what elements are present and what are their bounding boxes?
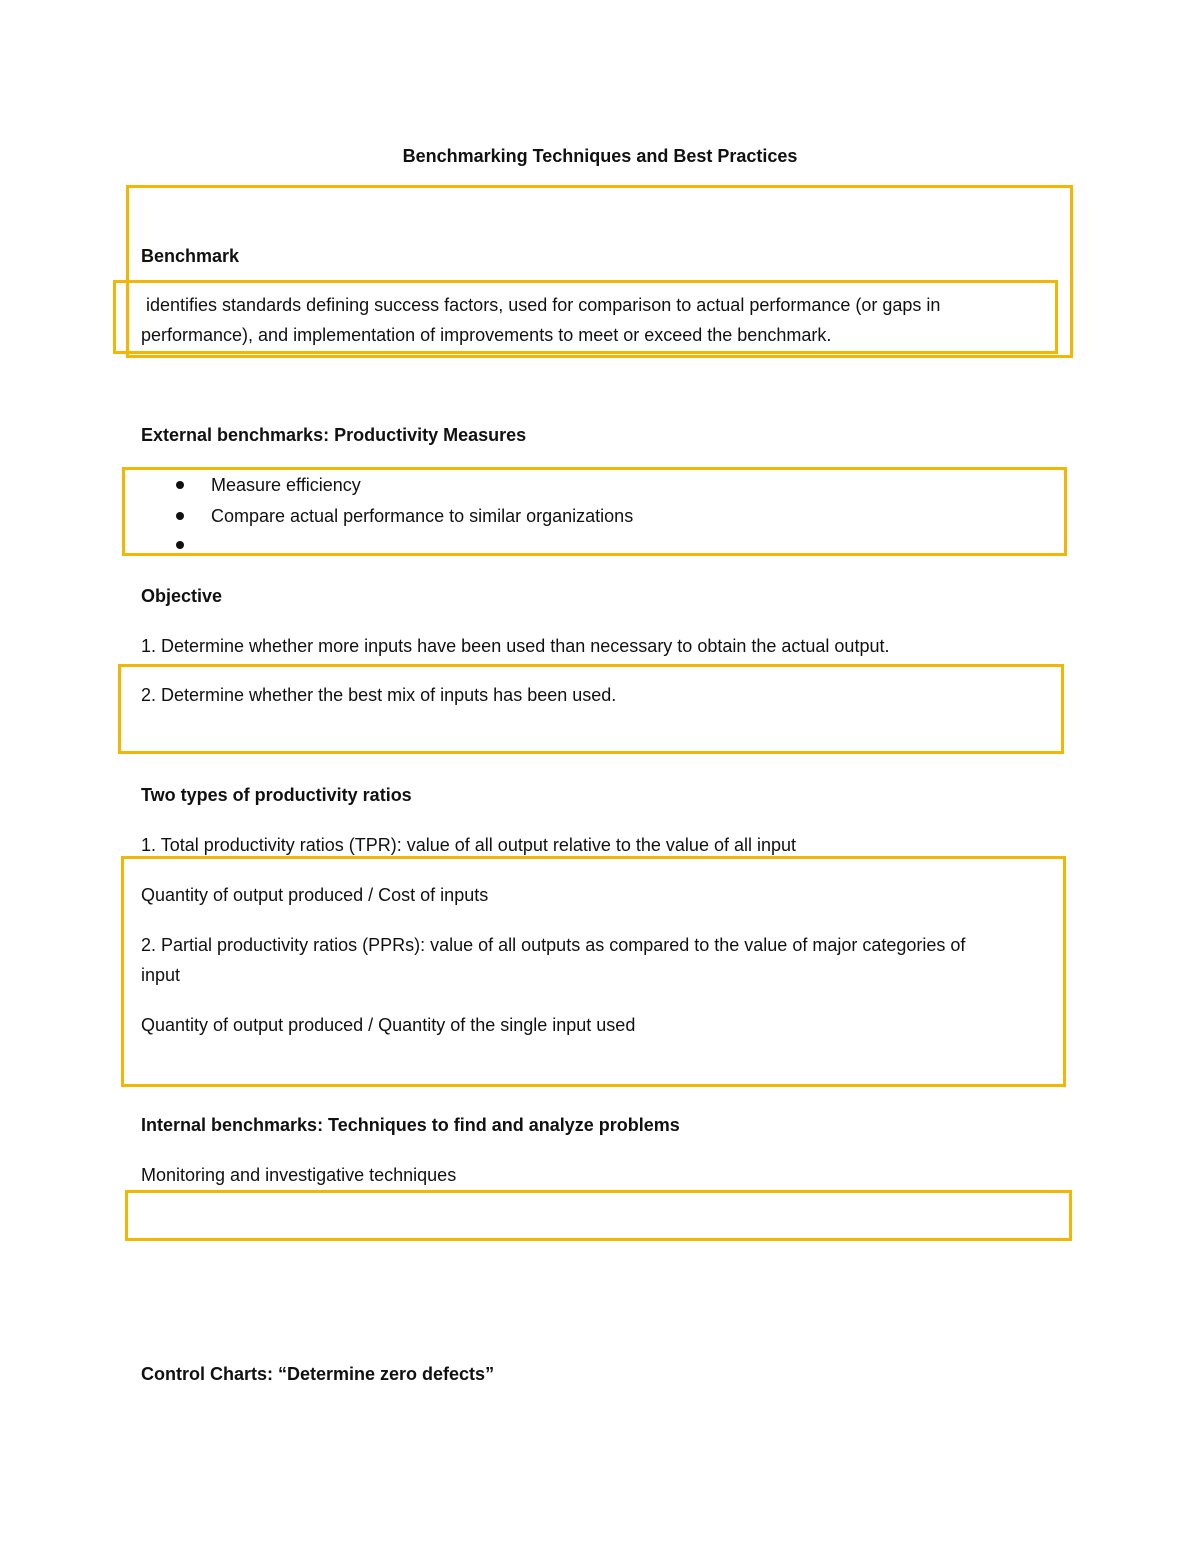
bullet-icon [176,541,184,549]
ratios-ppr-line2: input [141,965,181,985]
objective-heading: Objective [141,586,223,606]
highlight-box-internal [125,1190,1072,1241]
ratios-ppr-formula: Quantity of output produced / Quantity of the single input used [141,1015,636,1035]
document-title: Benchmarking Techniques and Best Practices [402,146,798,166]
ratios-tpr: 1. Total productivity ratios (TPR): value of all output relative to the value of all input [141,835,797,855]
internal-heading: Internal benchmarks: Techniques to find and analyze problems [141,1115,680,1135]
control-charts-heading: Control Charts: “Determine zero defects” [141,1364,495,1384]
ratios-heading: Two types of productivity ratios [141,785,412,805]
ratios-tpr-formula: Quantity of output produced / Cost of inputs [141,885,489,905]
objective-item-1: 1. Determine whether more inputs have been used than necessary to obtain the actual output. [141,636,890,656]
ratios-ppr-line1: 2. Partial productivity ratios (PPRs): value of all outputs as compared to the value of major categories of [141,935,966,955]
bullet-icon [176,481,184,489]
benchmark-definition-line2: performance), and implementation of improvements to meet or exceed the benchmark. [141,325,832,345]
internal-subheading: Monitoring and investigative techniques [141,1165,457,1185]
external-bullet-2: Compare actual performance to similar organizations [211,506,634,526]
benchmark-heading: Benchmark [141,246,240,266]
external-bullet-1: Measure efficiency [211,475,361,495]
external-heading: External benchmarks: Productivity Measures [141,425,527,445]
objective-item-2: 2. Determine whether the best mix of inputs has been used. [141,685,617,705]
bullet-icon [176,512,184,520]
benchmark-definition-line1: identifies standards defining success factors, used for comparison to actual performance (or gaps in [141,295,941,315]
